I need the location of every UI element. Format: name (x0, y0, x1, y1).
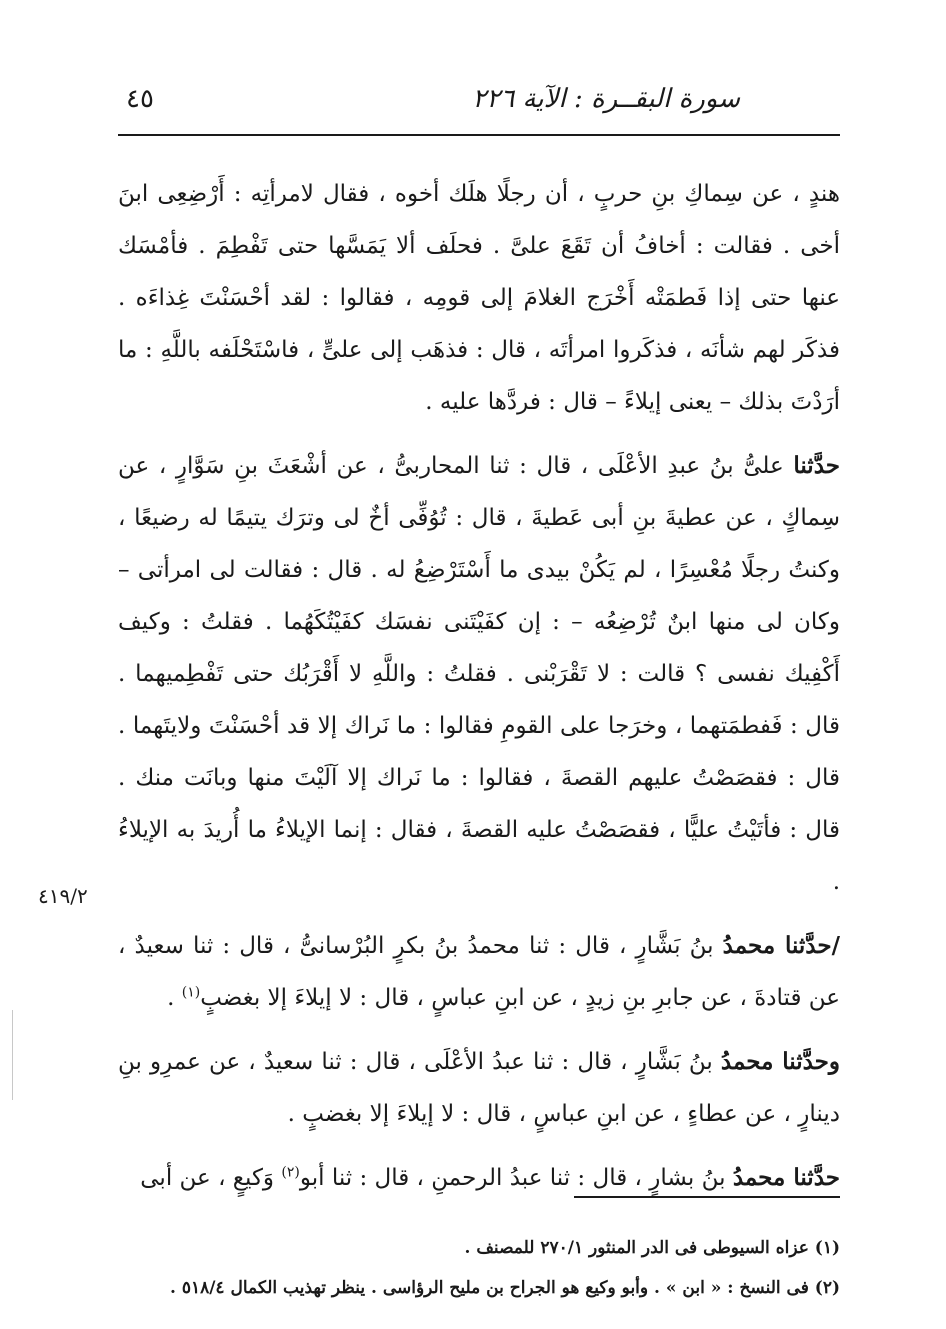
paragraph-tail: وَكيعٍ ، عن أبى (140, 1165, 282, 1191)
footnote-2: (٢) فى النسخ : « ابن » . وأبو وكيع هو الجراح بن مليح الرؤاسى . ينظر تهذيب الكمال ٥١٨/٤ . (169, 1278, 840, 1298)
isnad-lead: حدَّثنا محمدُ (732, 1164, 840, 1191)
footnote-1: (١) عزاه السيوطى فى الدر المنثور ٢٧٠/١ للمصنف . (464, 1238, 840, 1258)
paragraph-text: بنُ بَشَّارٍ ، قال : ثنا محمدُ بنُ بكرٍ البُرْسانىُّ ، قال : ثنا سعيدٌ ، عن قتادةَ ، عن جابرِ بنِ زيدٍ ، عن ابنِ عباسٍ ، قال : لا إيلاءَ إلا بغضبٍ (118, 933, 840, 1011)
page-number: ٤٥ (126, 84, 154, 114)
paragraph-text: علىُّ بنُ عبدِ الأعْلَى ، قال : ثنا المحاربىُّ ، عن أشْعَثَ بنِ سَوَّارٍ ، عن سِماكٍ ، عن عطيةَ بنِ أبى عَطيةَ ، قال : تُوُفِّى أخٌ لى وترَك يتيمًا له رضيعًا ، وكنتُ رجلًا مُعْسِرًا ، لم يَكُنْ بيدى ما أَسْتَرْضِعُ له . قال : فقالت لى امرأتى – وكان لى منها ابنٌ تُرْضِعُه – : إن كفَيْتَنى نفسَك كفَيْتُكَهُما . فقلتُ : وكيف أَكْفِيك نفسى ؟ قالت : لا تَقْرَبْنى . فقلتُ : واللَّهِ لا أَقْرَبُك حتى تَفْطِميهما . قال : فَفطمَتهما ، وخرَجا على القومِ فقالوا : ما نَراك إلا قد أحْسَنْتَ ولايتَهما . قال : فقصَصْتُ عليهم القصةَ ، فقالوا : ما نَراك إلا آلَيْتَ منها وبانَت منك . قال : فأتَيْتُ عليًّا ، فقصَصْتُ عليه القصةَ ، فقال : إنما الإيلاءُ ما أُريدَ به الإيلاءُ . (118, 453, 840, 895)
paragraph-4 (118, 1036, 840, 1140)
main-text (118, 168, 840, 1204)
footnote-marker[interactable]: (٢) (281, 1164, 300, 1181)
paragraph-text: بنُ بَشَّارٍ ، قال : ثنا عبدُ الأعْلَى ، قال : ثنا سعيدٌ ، عن عمرِو بنِ دينارٍ ، عن عطاءٍ ، عن ابنِ عباسٍ ، قال : لا إيلاءَ إلا بغضبٍ . (118, 1049, 840, 1127)
paragraph-text: هندٍ ، عن سِماكِ بنِ حربٍ ، أن رجلًا هلَك أخوه ، فقال لامرأتِه : أَرْضِعِى ابنَ أخى . فقالت : أخافُ أن تَقَعَ علىَّ . فحلَف ألا يَمَسَّها حتى تَفْطِمَ . فأمْسَك عنها حتى إذا فَطمَتْه أَخْرَج الغلامَ إلى قومِه ، فقالوا : لقد أحْسَنْتَ غِذاءَه . فذكَر لهم شأنَه ، فذكَروا امرأتَه ، قال : فذهَب إلى علىٍّ ، فاسْتَحْلَفه باللَّهِ : ما أرَدْتَ بذلك – يعنى إيلاءً – قال : فردَّها عليه . (118, 181, 840, 415)
paragraph-1 (118, 168, 840, 428)
running-header (118, 84, 840, 126)
footnotes (118, 1228, 840, 1308)
header-rule (118, 134, 840, 136)
paragraph-2 (118, 440, 840, 908)
paragraph-text: بنُ بشارٍ ، قال : ثنا عبدُ الرحمنِ ، قال : ثنا أبو (299, 1165, 733, 1191)
running-title: سورة البقــرة : الآية ٢٢٦ (472, 84, 740, 114)
paragraph-tail: . (167, 985, 182, 1011)
footnote-rule (574, 1196, 840, 1198)
isnad-lead: حدَّثنا (793, 452, 840, 479)
footnote-marker[interactable]: (١) (181, 984, 201, 1001)
isnad-lead: وحدَّثنا محمدُ (720, 1048, 841, 1075)
isnad-lead: /حدَّثنا محمدُ (722, 932, 840, 959)
margin-page-reference: ٤١٩/٢ (38, 884, 88, 908)
margin-mark (12, 1010, 13, 1100)
paragraph-3 (118, 920, 840, 1024)
